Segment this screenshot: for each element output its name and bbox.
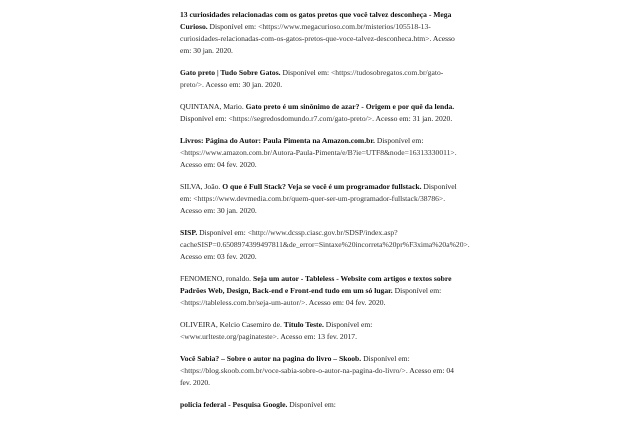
reference-title: Você Sabia? – Sobre o autor na pagina do livro – Skoob. (180, 354, 362, 363)
reference-url[interactable]: <www.urlteste.org/paginateste>. (180, 332, 279, 341)
reference-author: OLIVEIRA, Kelcio Casemiro de. (180, 320, 282, 329)
reference-available-label: Disponível em: (180, 182, 457, 203)
reference-url[interactable]: <https://tableless.com.br/seja-um-autor/>. (180, 298, 308, 307)
reference-available-label: Disponível em: (325, 320, 373, 329)
reference-title: Título Teste. (283, 320, 324, 329)
reference-available-label: Disponível em: (363, 354, 410, 363)
reference-available-label: Disponível em: (282, 68, 330, 77)
reference-author: QUINTANA, Mario. (180, 102, 244, 111)
reference-url[interactable]: <https://segredosdomundo.r7.com/gato-preto/>. (228, 114, 374, 123)
reference-title: Livros: Página do Autor: Paula Pimenta na Amazon.com.br. (180, 136, 375, 145)
reference-access-date: Acesso em: 04 fev. 2020. (180, 160, 257, 169)
reference-title: Gato preto | Tudo Sobre Gatos. (180, 68, 281, 77)
reference-url[interactable]: <http://www.dcssp.ciasc.gov.br/SDSP/index.asp?cacheSISP=0.6508974399497811&de_error=Sintaxe%20incorreta%20pr%F3xima%20a%20>. (180, 228, 470, 249)
reference-available-label: Disponível em: (289, 400, 336, 409)
reference-url[interactable]: <https://www.devmedia.com.br/quem-quer-ser-um-programador-fullstack/38786>. (193, 194, 446, 203)
reference-entry (180, 273, 465, 309)
reference-available-label: Disponível em: (394, 286, 442, 295)
reference-available-label: Disponível em: (376, 136, 424, 145)
reference-access-date: Acesso em: 04 fev. 2020. (180, 366, 454, 387)
reference-entry (180, 227, 470, 263)
reference-entry (180, 135, 465, 171)
reference-title: 13 curiosidades relacionadas com os gatos pretos que você talvez desconheça - Mega Curioso. (180, 10, 452, 31)
reference-access-date: Acesso em: 13 fev. 2017. (280, 332, 358, 341)
reference-title: SISP. (180, 228, 198, 237)
reference-available-label: Disponível em: (180, 114, 227, 123)
reference-access-date: Acesso em: 30 jan. 2020. (180, 34, 455, 55)
reference-author: FENOMENO, ronaldo. (180, 274, 252, 283)
reference-access-date: Acesso em: 30 jan. 2020. (205, 80, 283, 89)
reference-url[interactable]: <https://www.amazon.com.br/Autora-Paula-Pimenta/e/B?ie=UTF8&node=16313330011>. (180, 148, 457, 157)
reference-entry (180, 181, 465, 217)
reference-author: SILVA, João. (180, 182, 221, 191)
reference-url[interactable]: <https://tudosobregatos.com.br/gato-preto/>. (180, 68, 444, 89)
reference-entry (180, 399, 465, 411)
reference-url[interactable]: <https://www.megacurioso.com.br/misterios/105518-13-curiosidades-relacionadas-com-os-gatos-pretos-que-voce-talvez-desconheca.htm>. (180, 22, 432, 43)
reference-entry (180, 353, 465, 389)
reference-access-date: Acesso em: 04 fev. 2020. (308, 298, 386, 307)
reference-access-date: Acesso em: 30 jan. 2020. (180, 206, 257, 215)
reference-entry (180, 67, 465, 91)
reference-access-date: Acesso em: 31 jan. 2020. (375, 114, 453, 123)
reference-entry (180, 319, 465, 343)
reference-access-date: Acesso em: 03 fev. 2020. (180, 252, 257, 261)
reference-title: O que é Full Stack? Veja se você é um programador fullstack. (222, 182, 422, 191)
reference-list (180, 9, 470, 421)
reference-available-label: Disponível em: (209, 22, 257, 31)
reference-entry (180, 101, 465, 125)
reference-title: policia federal - Pesquisa Google. (180, 400, 288, 409)
reference-entry (180, 9, 465, 57)
reference-available-label: Disponível em: (199, 228, 246, 237)
reference-title: Seja um autor - Tableless - Website com artigos e textos sobre Padrões Web, Design, Back-end e Front-end tudo em um só lugar. (180, 274, 452, 295)
reference-title: Gato preto é um sinônimo de azar? - Origem e por quê da lenda. (245, 102, 455, 111)
reference-url[interactable]: <https://blog.skoob.com.br/voce-sabia-sobre-o-autor-na-pagina-do-livro/>. (180, 366, 408, 375)
